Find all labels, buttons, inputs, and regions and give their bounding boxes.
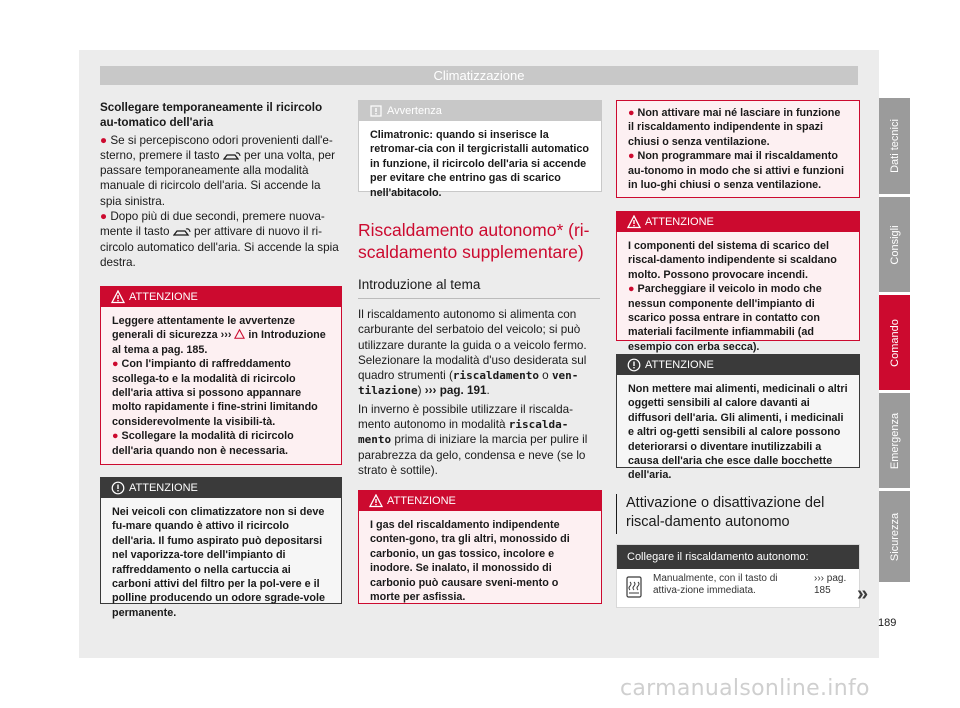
warning-box-food-medicine bbox=[616, 354, 860, 482]
warning-title: ATTENZIONE bbox=[645, 216, 714, 228]
note-icon bbox=[369, 104, 383, 118]
watermark: carmanualsonline.info bbox=[620, 676, 870, 701]
note-box bbox=[358, 100, 602, 199]
warning-box-toxic-gas bbox=[358, 490, 602, 604]
subtitle-introduction: Introduzione al tema bbox=[358, 277, 481, 292]
warning-title: ATTENZIONE bbox=[645, 359, 714, 371]
bullet-paragraph-2: ● Dopo più di due secondi, premere nuova-mente il tasto per attivare di nuovo il ri-circolo automatico dell'aria. Si accende la spia destra. bbox=[100, 210, 339, 269]
warning-triangle-icon bbox=[234, 329, 245, 339]
warning-box-recirculation bbox=[100, 286, 342, 465]
warning-bullet: ● Con l'impianto di raffreddamento scollega-to e la modalità di ricircolo dell'aria attiva si possono appannare molto rapidamente i fine-strini limitando considerevolmente la visibili-tà. bbox=[112, 358, 318, 428]
table-row bbox=[617, 569, 859, 607]
instruction-table-header: Collegare il riscaldamento autonomo: bbox=[617, 545, 859, 569]
warning-title: ATTENZIONE bbox=[129, 482, 198, 494]
page-ref-link[interactable]: ››› pag. 191 bbox=[424, 384, 487, 398]
table-row-text: Manualmente, con il tasto di attiva-zione immediata. bbox=[653, 573, 778, 596]
tab-sicurezza[interactable]: Sicurezza bbox=[879, 491, 910, 582]
warning-box-ventilation bbox=[616, 100, 860, 198]
warning-title: ATTENZIONE bbox=[129, 291, 198, 303]
table-row-page-ref[interactable]: ››› pag. 185 bbox=[814, 573, 847, 596]
warning-bullet: ● Non programmare mai il riscaldamento au-tonomo in modo che si attivi e funzioni in luo-ghi chiusi o senza ventilazione. bbox=[628, 150, 844, 192]
note-title: Avvertenza bbox=[387, 105, 442, 117]
warning-bullet: ● Parcheggiare il veicolo in modo che nessun componente dell'impianto di scarico possa entrare in contatto con materiali facilmente infiammabili (ad esempio con erba secca). bbox=[628, 283, 822, 353]
tab-consigli[interactable]: Consigli bbox=[879, 197, 910, 292]
tab-emergenza[interactable]: Emergenza bbox=[879, 393, 910, 488]
warning-box-exhaust bbox=[616, 211, 860, 353]
bullet-marker: ● bbox=[100, 133, 108, 147]
warning-text: I gas del riscaldamento indipendente conten-gono, tra gli altri, monossido di carbonio, un gas tossico, incolore e inodore. Se inalato, il monossido di carbonio può causare sveni-mento o morte per asfissia. bbox=[370, 519, 570, 604]
seat-heater-button-icon bbox=[626, 576, 642, 598]
warning-bullet: ● Scollegare la modalità di ricircolo dell'aria quando non è necessaria. bbox=[112, 430, 294, 457]
intro-title: Scollegare temporaneamente il ricircolo au-tomatico dell'aria bbox=[100, 101, 323, 130]
warning-triangle-icon bbox=[627, 215, 641, 229]
warning-text: I componenti del sistema di scarico del riscal-damento indipendente si scaldano molto. Possono provocare incendi. bbox=[628, 240, 837, 281]
warning-triangle-icon bbox=[369, 494, 383, 508]
body-paragraph-1: Il riscaldamento autonomo si alimenta con carburante del serbatoio del veicolo; si può utilizzare durante la guida o a veicolo fermo. Selezionare la modalità d'uso desiderata sul quadro strumenti (riscaldamento o ven-tilazione) ››› pag. 191. bbox=[358, 308, 587, 398]
column-left bbox=[100, 100, 341, 270]
warning-box-smoking bbox=[100, 477, 342, 619]
subtitle-rule bbox=[358, 298, 600, 299]
cross-ref-arrows[interactable]: ››› bbox=[220, 329, 232, 342]
section-title-activation: Attivazione o disattivazione del riscal-damento autonomo bbox=[626, 495, 825, 530]
note-text: Climatronic: quando si inserisce la retromar-cia con il tergicristalli automatico in funzione, il ricircolo dell'aria si accende per evitare che entrino gas di scarico nell'abitacolo. bbox=[370, 129, 590, 199]
continue-arrow: » bbox=[857, 583, 869, 605]
warning-title: ATTENZIONE bbox=[387, 495, 456, 507]
page-header: Climatizzazione bbox=[100, 66, 858, 85]
tab-dati-tecnici[interactable]: Dati tecnici bbox=[879, 98, 910, 194]
section-rule bbox=[616, 494, 617, 534]
section-title-auxiliary-heating: Riscaldamento autonomo* (ri-scaldamento supplementare) bbox=[358, 220, 590, 262]
warning-triangle-icon bbox=[111, 290, 125, 304]
tab-comando[interactable]: Comando bbox=[879, 295, 910, 390]
column-middle bbox=[358, 307, 600, 478]
info-circle-icon bbox=[111, 481, 125, 495]
instruction-table bbox=[616, 544, 860, 608]
warning-text: Non mettere mai alimenti, medicinali o altri oggetti sensibili al calore davanti ai diffusori dell'aria. Gli alimenti, i medicinali e altri og-getti sensibili al calore possono deteriorarsi o diventare inutilizzabili a causa dell'aria che esce dalle bocchette dell'aria. bbox=[628, 383, 848, 482]
recirculation-car-icon bbox=[223, 152, 241, 160]
bullet-marker: ● bbox=[100, 210, 108, 224]
warning-bullet: ● Non attivare mai né lasciare in funzione il riscaldamento indipendente in spazi chiusi o senza ventilazione. bbox=[628, 107, 841, 148]
warning-text: Nei veicoli con climatizzatore non si deve fu-mare quando è attivo il ricircolo dell'aria. Il fumo aspirato può depositarsi nel vaporizza-tore dell'impianto di raffreddamento o nella cartuccia ai carboni attivi del filtro per la pol-vere e il polline producendo un odore sgrade-vole permanente. bbox=[112, 506, 325, 619]
page-number: 189 bbox=[878, 617, 897, 629]
bullet-paragraph-1: ● Se si percepiscono odori provenienti dall'e-sterno, premere il tasto per una volta, per passare temporaneamente alla modalità manuale di ricircolo dell'aria. Si accende la spia sinistra. bbox=[100, 133, 335, 208]
body-paragraph-2: In inverno è possibile utilizzare il riscalda-mento autonomo in modalità riscalda-mento prima di iniziare la marcia per pulire il parabrezza da gelo, condensa e neve (se lo strato è sottile). bbox=[358, 402, 588, 477]
info-circle-icon bbox=[627, 358, 641, 372]
warning-text: Leggere attentamente le avvertenze generali di sicurezza ››› in Introduzione al tema a pag. 185. bbox=[112, 315, 326, 356]
recirculation-car-icon bbox=[173, 228, 191, 236]
